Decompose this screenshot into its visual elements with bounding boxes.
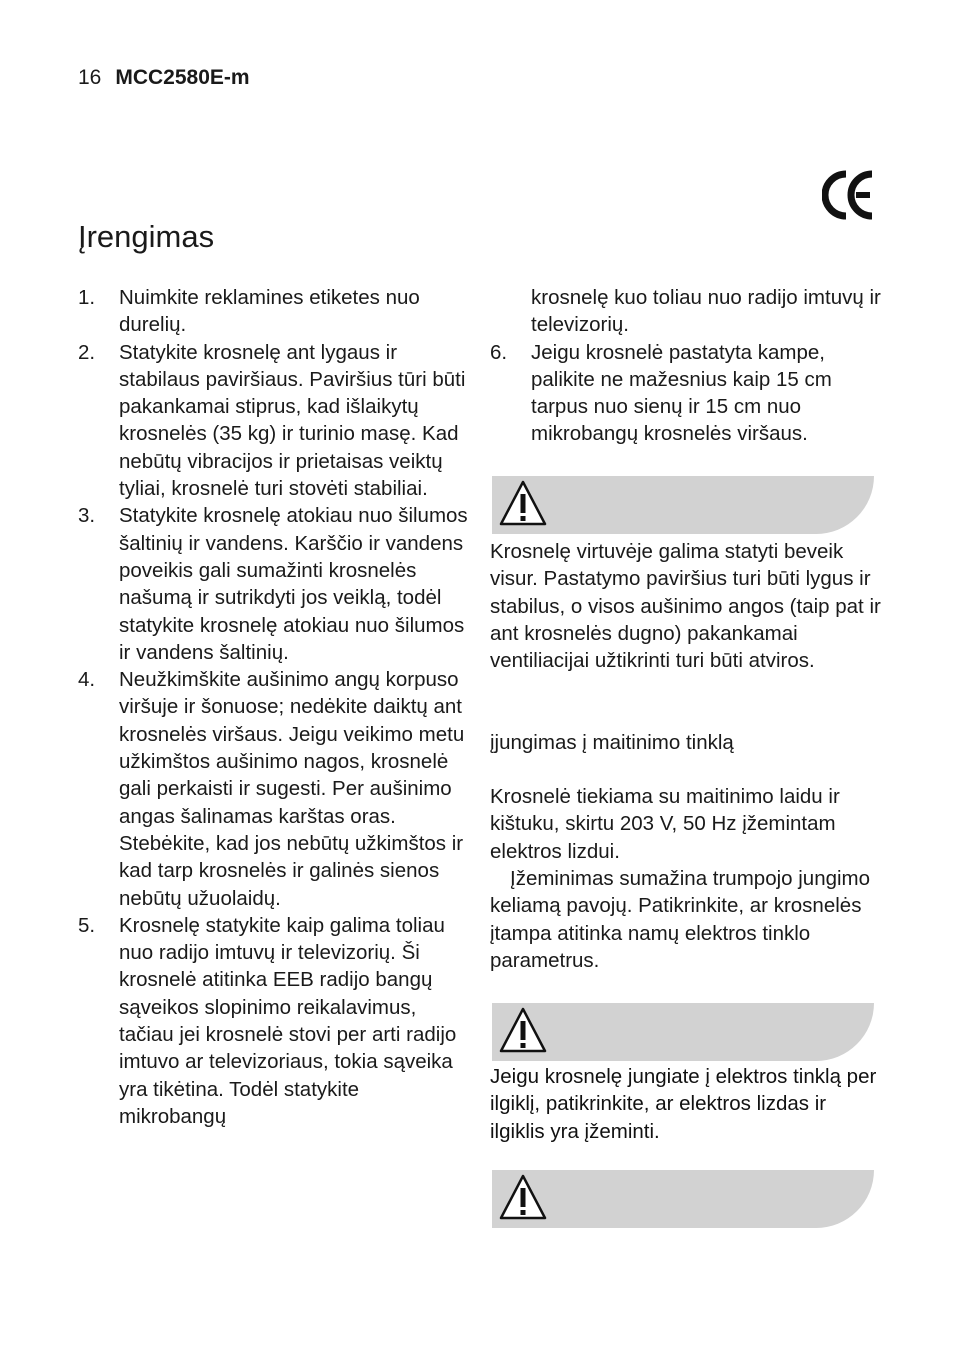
left-column xyxy=(78,284,470,1130)
page-number: 16 xyxy=(78,66,102,89)
warning-triangle-icon xyxy=(498,1173,548,1223)
right-column xyxy=(490,284,882,448)
placement-note: Krosnelę virtuvėje galima statyti beveik visur. Pastatymo paviršius turi būti lygus ir stabilus, o visos aušinimo angos (taip pat ir ant krosnelės dugno) pakankamai ventiliacijai užtikrinti turi būti atviros. xyxy=(490,540,881,673)
list-item: 1. Nuimkite reklamines etiketes nuo durelių. xyxy=(78,286,420,337)
page-header xyxy=(78,64,250,92)
warning-triangle-icon xyxy=(498,479,548,529)
installation-steps xyxy=(78,284,470,1130)
power-text: Krosnelė tiekiama su maitinimo laidu ir kištuku, skirtu 203 V, 50 Hz įžemintam elektros lizdui. xyxy=(490,785,840,863)
installation-steps-continued xyxy=(490,339,882,448)
warning-bar xyxy=(492,1003,874,1061)
extension-warning: Jeigu krosnelę jungiate į elektros tinklą per ilgiklį, patikrinkite, ar elektros lizdas ir ilgiklis yra įžeminti. xyxy=(490,1065,877,1143)
list-item: 5. Krosnelę statykite kaip galima toliau nuo radijo imtuvų ir televizorių. Ši krosnelė atitinka EEB radijo bangų sąveikos slopinimo reikalavimus, tačiau jei krosnelė stovi per arti radijo imtuvo ar televizoriaus, tokia sąveika yra tikėtina. Todėl statykite mikrobangų xyxy=(78,913,457,1128)
list-item: 2. Statykite krosnelę ant lygaus ir stabilaus paviršiaus. Paviršius tūri būti pakankamai stiprus, kad išlaikytų krosnelės (35 kg) ir turinio masę. Kad nebūtų vibracijos ir prietaisas veiktų tyliai, krosnelė turi stovėti stabiliai. xyxy=(78,340,466,501)
list-item: 4. Neužkimškite aušinimo angų korpuso viršuje ir šonuose; nedėkite daiktų ant krosnelės viršaus. Jeigu veikimo metu užkimštos aušinimo nagos, krosnelė gali perkaisti ir sugesti. Per aušinimo angas šalinamas karštas oras. Stebėkite, kad jos nebūtų užkimštos ir kad tarp krosnelės ir galinės sienos nebūtų užuolaidų. xyxy=(78,668,465,910)
list-item: 6. Jeigu krosnelė pastatyta kampe, palikite ne mažesnius kaip 15 cm tarpus nuo sienų ir 15 cm nuo mikrobangų krosnelės viršaus. xyxy=(490,340,832,446)
section-heading: įjungimas į maitinimo tinklą xyxy=(490,731,734,754)
grounding-text: Įžeminimas sumažina trumpojo jungimo keliamą pavojų. Patikrinkite, ar krosnelės įtampa atitinka namų elektros tinklo parametrus. xyxy=(490,867,871,972)
warning-bar xyxy=(492,476,874,534)
step-5-continued: krosnelę kuo toliau nuo radijo imtuvų ir televizorių. xyxy=(531,286,881,337)
model-name: MCC2580E-m xyxy=(115,66,250,89)
warning-bar xyxy=(492,1170,874,1228)
list-item: 3. Statykite krosnelę atokiau nuo šilumos šaltinių ir vandens. Karščio ir vandens poveikis gali sumažinti krosnelės našumą ir sutrikdyti jos veiklą, todėl statykite krosnelę atokiau nuo šilumos ir vandens šaltinių. xyxy=(78,504,468,664)
page-title: Įrengimas xyxy=(78,219,215,254)
warning-triangle-icon xyxy=(498,1006,548,1056)
ce-mark-icon xyxy=(822,168,876,222)
